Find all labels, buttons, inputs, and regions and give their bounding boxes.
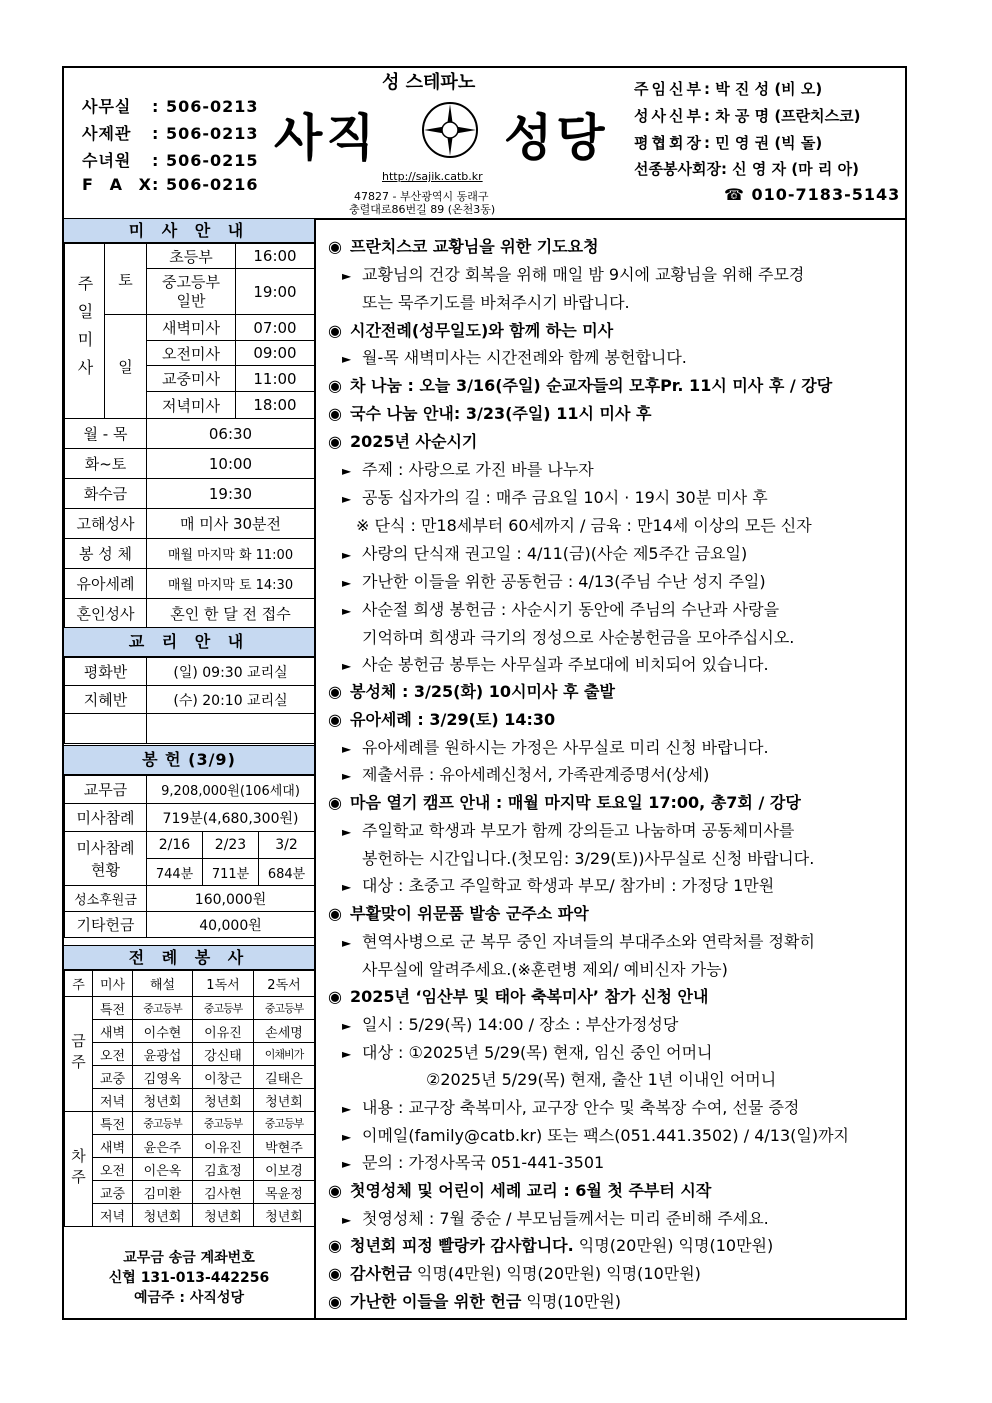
- announcement-item: ► 문의 : 가정사목국 051-441-3501: [342, 1153, 605, 1172]
- weekday-time: 매월 마지막 화 11:00: [147, 539, 315, 569]
- announcement-title: ◉ 부활맞이 위문품 발송 군주소 파악: [328, 904, 589, 923]
- contact-convent: 수녀원 : 506-0215: [82, 151, 259, 170]
- liturgy-cell: 이유진: [193, 1135, 254, 1158]
- mass-time: 09:00: [236, 341, 315, 366]
- arrow-icon: ►: [342, 548, 352, 562]
- mass-section-title: 미 사 안 내: [64, 218, 314, 243]
- bullet-icon: ◉: [328, 987, 342, 1006]
- announcement-item: ► 공동 십자가의 길 : 매주 금요일 10시 · 19시 30분 미사 후: [342, 488, 768, 507]
- offering-label: 성소후원금: [65, 886, 147, 912]
- this-week-label: 금주: [65, 997, 93, 1112]
- liturgy-mass: 교중: [93, 1181, 133, 1204]
- bullet-icon: ◉: [328, 321, 342, 340]
- account-info: [64, 1248, 314, 1308]
- liturgy-cell: 청년회: [254, 1089, 315, 1112]
- liturgy-header: 1독서: [193, 971, 254, 997]
- announcement-item: ► 유아세례를 원하시는 가정은 사무실로 미리 신청 바랍니다.: [342, 738, 769, 757]
- announcements: [316, 218, 905, 1318]
- arrow-icon: ►: [342, 492, 352, 506]
- account-title: 교무금 송금 계좌번호: [123, 1250, 255, 1266]
- arrow-icon: ►: [342, 1102, 352, 1116]
- liturgy-cell: 청년회: [193, 1089, 254, 1112]
- announcement-title: ◉ 청년회 피정 빨랑카 감사합니다. 익명(20만원) 익명(10만원): [328, 1236, 774, 1255]
- announcement-title: ◉ 가난한 이들을 위한 헌금 익명(10만원): [328, 1292, 622, 1311]
- address-line1: 47827 - 부산광역시 동래구: [354, 190, 489, 203]
- bullet-icon: ◉: [328, 432, 342, 451]
- offering-label: 미사참례 현황: [65, 832, 147, 886]
- weekday-name: 화~토: [65, 449, 147, 479]
- arrow-icon: ►: [342, 1213, 352, 1227]
- address-line2: 충렬대로86번길 89 (온천3동): [349, 203, 496, 216]
- announcement-cont: 봉헌하는 시간입니다.(첫모임: 3/29(토))사무실로 신청 바랍니다.: [362, 849, 815, 868]
- mass-name: 중고등부 일반: [147, 269, 236, 315]
- liturgy-cell: 이은옥: [133, 1158, 193, 1181]
- clergy-council: 평협회장: 민 영 권 (빅 돌): [634, 134, 823, 152]
- bullet-icon: ◉: [328, 404, 342, 423]
- liturgy-cell: 청년회: [254, 1204, 315, 1227]
- arrow-icon: ►: [342, 464, 352, 478]
- liturgy-cell: 김영옥: [133, 1066, 193, 1089]
- bullet-icon: ◉: [328, 710, 342, 729]
- liturgy-mass: 오전: [93, 1043, 133, 1066]
- status-count: 711분: [203, 859, 259, 886]
- announcement-title: ◉ 2025년 사순시기: [328, 432, 478, 451]
- bullet-icon: ◉: [328, 1292, 342, 1311]
- bullet-icon: ◉: [328, 376, 342, 395]
- announcement-item: ► 대상 : 초중고 주일학교 학생과 부모/ 참가비 : 가정당 1만원: [342, 876, 775, 895]
- liturgy-header: 주: [65, 971, 93, 997]
- arrow-icon: ►: [342, 742, 352, 756]
- church-name-left: 사직: [274, 109, 379, 167]
- announcement-title: ◉ 감사헌금 익명(4만원) 익명(20만원) 익명(10만원): [328, 1264, 701, 1283]
- announcement-item: ► 내용 : 교구장 축복미사, 교구장 안수 및 축복장 수여, 선물 증정: [342, 1098, 800, 1117]
- arrow-icon: ►: [342, 769, 352, 783]
- announcement-cont: ②2025년 5/29(목) 현재, 출산 1년 이내인 어머니: [426, 1070, 777, 1089]
- mass-name: 저녁미사: [147, 392, 236, 419]
- liturgy-cell: 김사현: [193, 1181, 254, 1204]
- announcement-cont: 기억하며 희생과 극기의 정성으로 사순봉헌금을 모아주십시오.: [362, 628, 795, 647]
- status-date: 2/23: [203, 832, 259, 859]
- mass-time: 18:00: [236, 392, 315, 419]
- liturgy-cell: 이수현: [133, 1020, 193, 1043]
- arrow-icon: ►: [342, 269, 352, 283]
- bullet-icon: ◉: [328, 682, 342, 701]
- arrow-icon: ►: [342, 1047, 352, 1061]
- announcement-title: ◉ 2025년 ‘임산부 및 태아 축복미사’ 참가 신청 안내: [328, 987, 709, 1006]
- clergy-priest: 성사신부: 차 공 명 (프란치스코): [634, 107, 861, 125]
- liturgy-cell: 중고등부: [133, 997, 193, 1020]
- bullet-icon: ◉: [328, 793, 342, 812]
- sunday-label: 일: [105, 315, 147, 419]
- weekday-name: 월 - 목: [65, 419, 147, 449]
- liturgy-cell: 중고등부: [193, 997, 254, 1020]
- church-url-link[interactable]: http://sajik.catb.kr: [382, 170, 483, 183]
- status-count: 744분: [147, 859, 203, 886]
- liturgy-cell: 윤은주: [133, 1135, 193, 1158]
- liturgy-mass: 특전: [93, 1112, 133, 1135]
- liturgy-cell: 중고등부: [133, 1112, 193, 1135]
- liturgy-cell: 중고등부: [193, 1112, 254, 1135]
- arrow-icon: ►: [342, 1130, 352, 1144]
- announcement-item: ► 사랑의 단식재 권고일 : 4/11(금)(사순 제5주간 금요일): [342, 544, 748, 563]
- liturgy-cell: 이보경: [254, 1158, 315, 1181]
- arrow-icon: ►: [342, 659, 352, 673]
- offering-section-title: 봉 헌 (3/9): [64, 745, 314, 775]
- bullet-icon: ◉: [328, 904, 342, 923]
- liturgy-cell: 이채비가: [254, 1043, 315, 1066]
- left-column: [64, 218, 316, 1318]
- mass-schedule-table: [64, 243, 315, 419]
- liturgy-cell: 이유진: [193, 1020, 254, 1043]
- mass-time: 07:00: [236, 315, 315, 341]
- announcement-item: ► 가난한 이들을 위한 공동헌금 : 4/13(주님 수난 성지 주일): [342, 572, 766, 591]
- announcement-title: ◉ 시간전례(성무일도)와 함께 하는 미사: [328, 321, 614, 340]
- arrow-icon: ►: [342, 880, 352, 894]
- announcement-title: ◉ 첫영성체 및 어린이 세례 교리 : 6월 첫 주부터 시작: [328, 1181, 712, 1200]
- church-subtitle: 성 스테파노: [382, 72, 476, 93]
- doctrine-table: [64, 657, 315, 744]
- weekday-time: 06:30: [147, 419, 315, 449]
- weekday-time: 매월 마지막 토 14:30: [147, 569, 315, 599]
- liturgy-section-title: 전 례 봉 사: [64, 945, 314, 970]
- header: [64, 68, 905, 220]
- announcement-item: ► 주일학교 학생과 부모가 함께 강의듣고 나눔하며 공동체미사를: [342, 821, 795, 840]
- liturgy-header: 2독서: [254, 971, 315, 997]
- liturgy-header: 해설: [133, 971, 193, 997]
- weekday-name: 화수금: [65, 479, 147, 509]
- account-number: 신협 131-013-442256: [108, 1270, 270, 1286]
- announcement-item: ► 사순절 희생 봉헌금 : 사순시기 동안에 주님의 수난과 사랑을: [342, 600, 780, 619]
- liturgy-mass: 오전: [93, 1158, 133, 1181]
- sunday-mass-label: 주일미사: [65, 244, 105, 419]
- liturgy-cell: 박현주: [254, 1135, 315, 1158]
- liturgy-mass: 새벽: [93, 1135, 133, 1158]
- weekday-time: 10:00: [147, 449, 315, 479]
- offering-label: 교무금: [65, 776, 147, 804]
- offering-label: 미사참례: [65, 804, 147, 832]
- liturgy-cell: 김효정: [193, 1158, 254, 1181]
- class-time: (수) 20:10 교리실: [147, 686, 315, 714]
- class-time: (일) 09:30 교리실: [147, 658, 315, 686]
- clergy-pastor: 주임신부: 박 진 성 (비 오): [634, 80, 823, 98]
- announcement-item: ► 월-목 새벽미사는 시간전례와 함께 봉헌합니다.: [342, 348, 687, 367]
- announcement-item: ► 일시 : 5/29(목) 14:00 / 장소 : 부산가정성당: [342, 1015, 679, 1034]
- announcement-cont: 사무실에 알려주세요.(※훈련병 제외/ 예비신자 가능): [362, 960, 728, 979]
- arrow-icon: ►: [342, 352, 352, 366]
- liturgy-cell: 청년회: [133, 1089, 193, 1112]
- liturgy-mass: 교중: [93, 1066, 133, 1089]
- bulletin-frame: [62, 66, 907, 1320]
- bullet-icon: ◉: [328, 1236, 342, 1255]
- contact-office: 사무실 : 506-0213: [82, 97, 259, 116]
- account-holder: 예금주 : 사직성당: [133, 1290, 244, 1306]
- offering-label: 기타헌금: [65, 912, 147, 938]
- contact-fax: F A X: 506-0216: [82, 175, 259, 194]
- liturgy-cell: 강신태: [193, 1043, 254, 1066]
- mass-time: 11:00: [236, 366, 315, 392]
- mass-name: 초등부: [147, 244, 236, 269]
- weekday-name: 고해성사: [65, 509, 147, 539]
- offering-value: 9,208,000원(106세대): [147, 776, 315, 804]
- arrow-icon: ►: [342, 1019, 352, 1033]
- announcement-title: ◉ 국수 나눔 안내: 3/23(주일) 11시 미사 후: [328, 404, 652, 423]
- offering-value: 160,000원: [147, 886, 315, 912]
- liturgy-cell: 손세명: [254, 1020, 315, 1043]
- announcement-title: ◉ 마음 열기 캠프 안내 : 매월 마지막 토요일 17:00, 총7회 / 강당: [328, 793, 801, 812]
- weekday-name: 유아세례: [65, 569, 147, 599]
- announcement-cont: 또는 묵주기도를 바쳐주시기 바랍니다.: [362, 293, 630, 312]
- offering-table: [64, 775, 315, 938]
- liturgy-cell: 윤광섭: [133, 1043, 193, 1066]
- announcement-title: ◉ 봉성체 : 3/25(화) 10시미사 후 출발: [328, 682, 615, 701]
- announcement-item: ► 사순 봉헌금 봉투는 사무실과 주보대에 비치되어 있습니다.: [342, 655, 769, 674]
- liturgy-mass: 특전: [93, 997, 133, 1020]
- contact-rectory: 사제관 : 506-0213: [82, 124, 259, 143]
- arrow-icon: ►: [342, 825, 352, 839]
- announcement-item: ► 교황님의 건강 회복을 위해 매일 밤 9시에 교황님을 위해 주모경: [342, 265, 805, 284]
- arrow-icon: ►: [342, 1157, 352, 1171]
- announcement-cont: ※ 단식 : 만18세부터 60세까지 / 금육 : 만14세 이상의 모든 신자: [356, 516, 812, 535]
- saturday-label: 토: [105, 244, 147, 315]
- cross-logo-icon: [420, 100, 480, 160]
- weekday-time: 매 미사 30분전: [147, 509, 315, 539]
- liturgy-cell: 중고등부: [254, 1112, 315, 1135]
- bullet-icon: ◉: [328, 1264, 342, 1283]
- mass-time: 16:00: [236, 244, 315, 269]
- liturgy-mass: 저녁: [93, 1089, 133, 1112]
- liturgy-mass: 저녁: [93, 1204, 133, 1227]
- mass-name: 교중미사: [147, 366, 236, 392]
- liturgy-header: 미사: [93, 971, 133, 997]
- liturgy-cell: 청년회: [193, 1204, 254, 1227]
- announcement-item: ► 현역사병으로 군 복무 중인 자녀들의 부대주소와 연락처를 정확히: [342, 932, 815, 951]
- mass-time: 19:00: [236, 269, 315, 315]
- clergy-funeral: 선종봉사회장: 신 영 자 (마 리 아): [634, 160, 859, 178]
- mass-name: 오전미사: [147, 341, 236, 366]
- announcement-title: ◉ 유아세례 : 3/29(토) 14:30: [328, 710, 556, 729]
- weekday-time: 19:30: [147, 479, 315, 509]
- class-name: 평화반: [65, 658, 147, 686]
- status-date: 3/2: [259, 832, 315, 859]
- liturgy-cell: 김미환: [133, 1181, 193, 1204]
- announcement-item: ► 이메일(family@catb.kr) 또는 팩스(051.441.3502) / 4/13(일)까지: [342, 1126, 849, 1145]
- liturgy-cell: 목윤정: [254, 1181, 315, 1204]
- class-time: [147, 714, 315, 744]
- class-name: 지혜반: [65, 686, 147, 714]
- doctrine-section-title: 교 리 안 내: [64, 627, 314, 657]
- weekday-name: 혼인성사: [65, 599, 147, 628]
- announcement-title: ◉ 차 나눔 : 오늘 3/16(주일) 순교자들의 모후Pr. 11시 미사 후 / 강당: [328, 376, 833, 395]
- class-name: [65, 714, 147, 744]
- liturgy-mass: 새벽: [93, 1020, 133, 1043]
- offering-value: 40,000원: [147, 912, 315, 938]
- bullet-icon: ◉: [328, 237, 342, 256]
- arrow-icon: ►: [342, 936, 352, 950]
- weekday-name: 봉 성 체: [65, 539, 147, 569]
- weekday-time: 혼인 한 달 전 접수: [147, 599, 315, 628]
- announcement-item: ► 주제 : 사랑으로 가진 바를 나누자: [342, 460, 594, 479]
- mass-name: 새벽미사: [147, 315, 236, 341]
- status-date: 2/16: [147, 832, 203, 859]
- status-count: 684분: [259, 859, 315, 886]
- liturgy-cell: 청년회: [133, 1204, 193, 1227]
- announcement-item: ► 대상 : ①2025년 5/29(목) 현재, 임신 중인 어머니: [342, 1043, 713, 1062]
- announcement-item: ► 첫영성체 : 7월 중순 / 부모님들께서는 미리 준비해 주세요.: [342, 1209, 769, 1228]
- weekday-schedule-table: [64, 418, 315, 628]
- liturgy-cell: 중고등부: [254, 997, 315, 1020]
- liturgy-table: [64, 970, 315, 1227]
- arrow-icon: ►: [342, 576, 352, 590]
- liturgy-cell: 이창근: [193, 1066, 254, 1089]
- church-name-right: 성당: [504, 109, 609, 167]
- liturgy-cell: 길태은: [254, 1066, 315, 1089]
- bullet-icon: ◉: [328, 1181, 342, 1200]
- phone-number: ☎ 010-7183-5143: [724, 185, 901, 204]
- arrow-icon: ►: [342, 604, 352, 618]
- next-week-label: 차주: [65, 1112, 93, 1227]
- announcement-item: ► 제출서류 : 유아세례신청서, 가족관계증명서(상세): [342, 765, 710, 784]
- announcement-title: ◉ 프란치스코 교황님을 위한 기도요청: [328, 237, 599, 256]
- offering-value: 719분(4,680,300원): [147, 804, 315, 832]
